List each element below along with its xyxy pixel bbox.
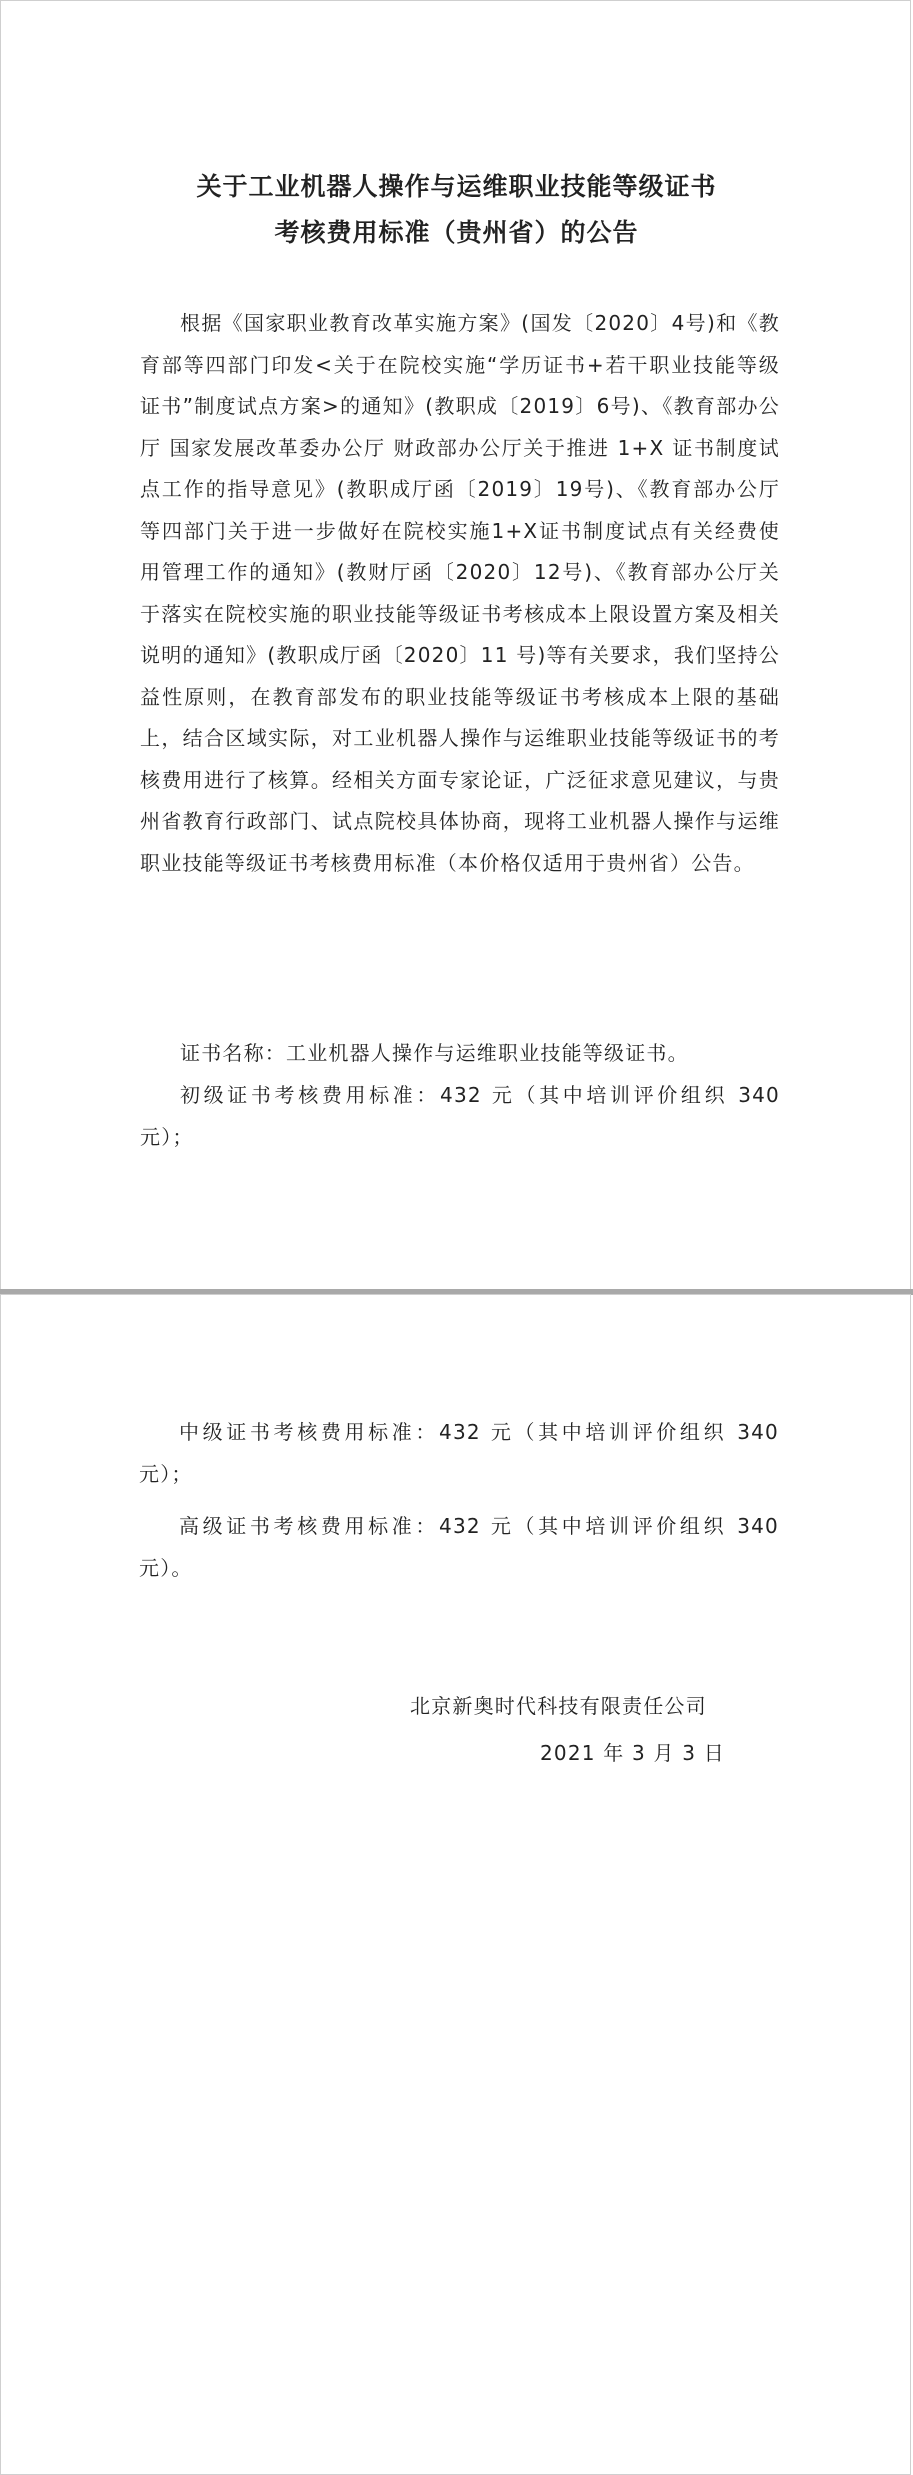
issue-date: 2021 年 3 月 3 日	[540, 1741, 725, 1765]
main-paragraph: 根据《国家职业教育改革实施方案》(国发〔2020〕4号)和《教育部等四部门印发<关于在院校实施“学历证书+若干职业技能等级证书”制度试点方案>的通知》(教职成〔2019〕6号)、《教育部办公厅 国家发展改革委办公厅 财政部办公厅关于推进 1+X 证书制度试点工作的指导意见》(教职成厅函〔2019〕19号)、《教育部办公厅等四部门关于进一步做好在院校实施1+X证书制度试点有关经费使用管理工作的通知》(教财厅函〔2020〕12号)、《教育部办公厅关于落实在院校实施的职业技能等级证书考核成本上限设置方案及相关说明的通知》(教职成厅函〔2020〕11 号)等有关要求，我们坚持公益性原则，在教育部发布的职业技能等级证书考核成本上限的基础上，结合区域实际，对工业机器人操作与运维职业技能等级证书的考核费用进行了核算。经相关方面专家论证，广泛征求意见建议，与贵州省教育行政部门、试点院校具体协商，现将工业机器人操作与运维职业技能等级证书考核费用标准（本价格仅适用于贵州省）公告。	[140, 311, 780, 875]
advanced-fee-paragraph: 高级证书考核费用标准：432 元（其中培训评价组织 340 元）。	[139, 1514, 779, 1580]
title-line-1: 关于工业机器人操作与运维职业技能等级证书	[196, 172, 717, 201]
primary-fee-paragraph: 初级证书考核费用标准：432 元（其中培训评价组织 340 元）；	[140, 1083, 780, 1149]
issuer-company: 北京新奥时代科技有限责任公司	[410, 1694, 707, 1718]
intermediate-fee-paragraph: 中级证书考核费用标准：432 元（其中培训评价组织 340 元）；	[139, 1420, 779, 1486]
certificate-name-paragraph: 证书名称：工业机器人操作与运维职业技能等级证书。	[180, 1041, 689, 1065]
title-line-2: 考核费用标准（贵州省）的公告	[274, 218, 639, 247]
